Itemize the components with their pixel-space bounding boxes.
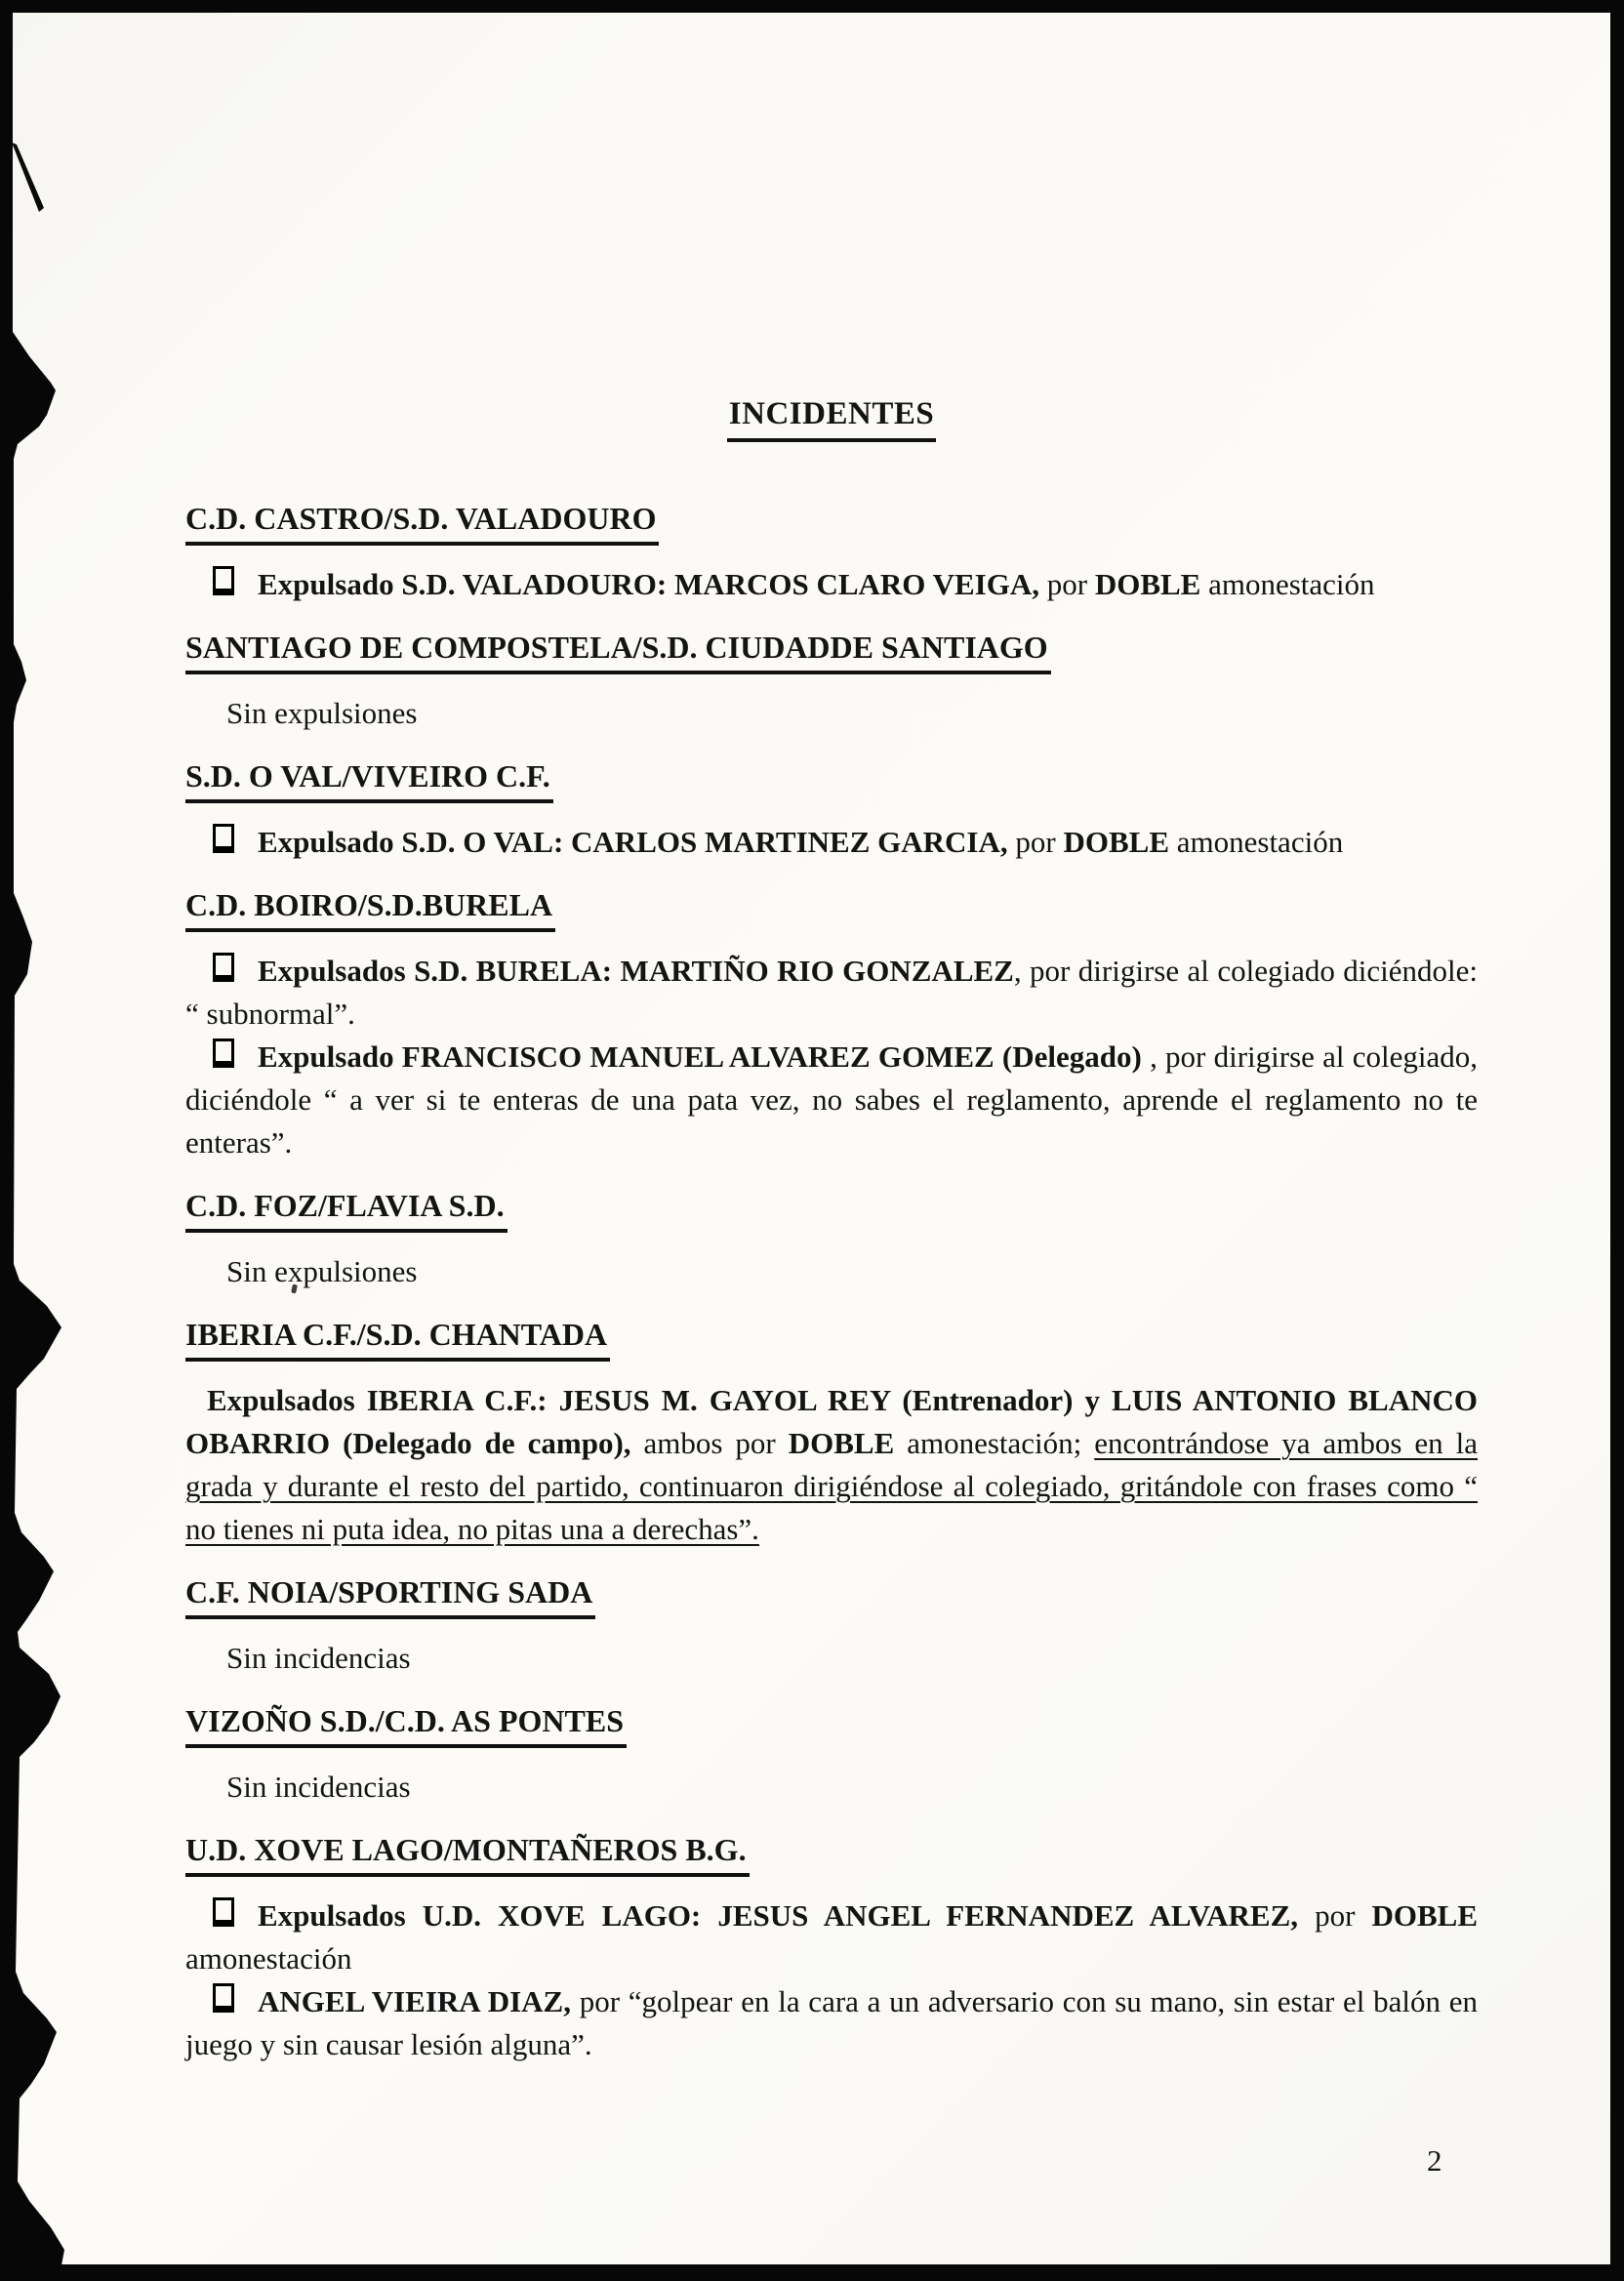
checkbox-bullet-icon [213, 1983, 234, 2013]
scan-edge-top [0, 0, 1624, 13]
incident-item [185, 1980, 1478, 2066]
text-run: , por dirigirse al colegiado, diciéndole “ a ver si te enteras de una pata vez, no sabes el reglamento, aprende el reglamento no te enteras”. [185, 1039, 1478, 1160]
torn-paper-edge-left [0, 0, 78, 2281]
page-title: INCIDENTES [727, 392, 936, 442]
section-heading: C.F. NOIA/SPORTING SADA [185, 1570, 595, 1619]
section-heading: C.D. BOIRO/S.D.BURELA [185, 883, 555, 932]
text-run: Expulsado S.D. O VAL: CARLOS MARTINEZ GARCIA, [258, 825, 1008, 859]
checkbox-bullet-icon [213, 953, 234, 982]
text-run: amonestación [1169, 825, 1344, 859]
text-run: Sin expulsiones [226, 1254, 418, 1288]
checkbox-bullet-icon [213, 566, 234, 595]
checkbox-bullet-icon [213, 824, 234, 853]
text-run: , por dirigirse al colegiado diciéndole: “ subnormal”. [185, 954, 1478, 1031]
status-text [185, 1637, 1478, 1680]
text-run: Expulsados S.D. BURELA: MARTIÑO RIO GONZALEZ [258, 954, 1014, 988]
text-run: Expulsado FRANCISCO MANUEL ALVAREZ GOMEZ (Delegado) [258, 1039, 1142, 1074]
text-run: por [1007, 825, 1064, 859]
status-text [185, 1379, 1478, 1551]
text-run: DOBLE [788, 1426, 895, 1460]
text-run: DOBLE [1063, 825, 1169, 859]
status-text [185, 1250, 1478, 1293]
scan-edge-right [1610, 0, 1624, 2281]
text-run: amonestación [185, 1941, 352, 1976]
checkbox-bullet-icon [213, 1039, 234, 1068]
text-run: encontrándose ya ambos en la grada y durante el resto del partido, continuaron dirigiéndose al colegiado, gritándole con frases como “ no tienes ni puta idea, no pitas una a derechas”. [185, 1426, 1478, 1546]
section-heading: VIZOÑO S.D./C.D. AS PONTES [185, 1699, 627, 1748]
section-heading: C.D. FOZ/FLAVIA S.D. [185, 1184, 508, 1233]
status-text [185, 1766, 1478, 1809]
text-run: Expulsado S.D. VALADOURO: MARCOS CLARO VEIGA, [258, 567, 1039, 601]
text-run: Expulsados IBERIA C.F.: JESUS M. GAYOL REY (Entrenador) y LUIS ANTONIO BLANCO OBARRIO (Delegado de campo), [185, 1383, 1478, 1460]
section-heading: U.D. XOVE LAGO/MONTAÑEROS B.G. [185, 1828, 750, 1877]
text-run: amonestación; [894, 1426, 1095, 1460]
text-run: por [1298, 1898, 1372, 1933]
scan-edge-bottom [0, 2264, 1624, 2281]
incident-item [185, 1036, 1478, 1164]
document-content [185, 392, 1478, 2066]
text-run: Expulsados U.D. XOVE LAGO: JESUS ANGEL FERNANDEZ ALVAREZ, [258, 1898, 1299, 1933]
text-run: Sin expulsiones [226, 696, 418, 730]
section-heading: IBERIA C.F./S.D. CHANTADA [185, 1313, 610, 1362]
text-run: Sin incidencias [226, 1641, 411, 1675]
section-heading: S.D. O VAL/VIVEIRO C.F. [185, 754, 553, 803]
incident-item [185, 950, 1478, 1036]
incident-item [185, 563, 1478, 606]
text-run: ANGEL VIEIRA DIAZ, [258, 1984, 571, 2018]
section-heading: C.D. CASTRO/S.D. VALADOURO [185, 497, 659, 546]
text-run: ambos por [630, 1426, 789, 1460]
text-run: DOBLE [1094, 567, 1201, 601]
text-run: amonestación [1200, 567, 1375, 601]
incident-item [185, 1894, 1478, 1980]
text-run: Sin incidencias [226, 1770, 411, 1804]
text-run: DOBLE [1371, 1898, 1478, 1933]
checkbox-bullet-icon [213, 1897, 234, 1927]
page-number: 2 [1427, 2143, 1442, 2178]
text-run: por “golpear en la cara a un adversario con su mano, sin estar el balón en juego y sin causar lesión alguna”. [185, 1984, 1478, 2061]
section-heading: SANTIAGO DE COMPOSTELA/S.D. CIUDADDE SANTIAGO [185, 626, 1051, 674]
incident-item [185, 821, 1478, 864]
status-text [185, 692, 1478, 735]
text-run: por [1039, 567, 1095, 601]
